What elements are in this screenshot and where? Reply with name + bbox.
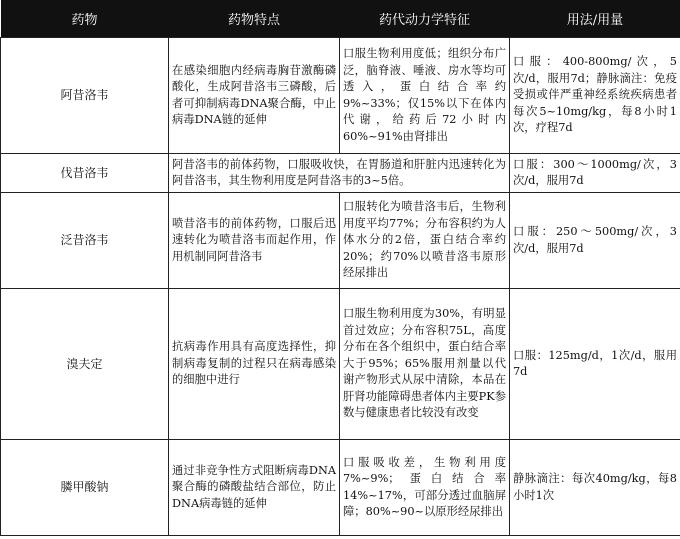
- drug-features: 喷昔洛韦的前体药物，口服后迅速转化为喷昔洛韦而起作用，作用机制同阿昔洛韦: [169, 193, 340, 289]
- drug-features: 在感染细胞内经病毒胸苷激酶磷酸化，生成阿昔洛韦三磷酸，后者可抑制病毒DNA聚合酶，中止病毒DNA链的延伸: [169, 38, 340, 154]
- table-row: [1, 289, 680, 440]
- table-row: [1, 38, 680, 154]
- drug-pk: 口服转化为喷昔洛韦后，生物利用度平均77%；分布容积约为人体水分的2倍，蛋白结合率约20%；约70%以喷昔洛韦原形经尿排出: [340, 193, 510, 289]
- drug-pk: 口服吸收差，生物利用度7%~9%；蛋白结合率14%~17%，可部分透过血脑屏障；80%~90~以原形经尿排出: [340, 440, 510, 536]
- header-row: [1, 0, 680, 38]
- drug-features: 抗病毒作用具有高度选择性，抑制病毒复制的过程只在病毒感染的细胞中进行: [169, 289, 340, 440]
- drug-dosage: 口服：300～1000mg/次，3次/d，服用7d: [510, 154, 680, 193]
- header-features: 药物特点: [169, 0, 340, 38]
- table-header: [1, 0, 680, 38]
- drug-name: 阿昔洛韦: [1, 38, 169, 154]
- drug-name: 伐昔洛韦: [1, 154, 169, 193]
- table-body: [1, 38, 680, 536]
- table-row: [1, 193, 680, 289]
- drug-dosage: 口服：400-800mg/次，5次/d，服用7d；静脉滴注：免疫受损或伴严重神经系统疾病患者每次5~10mg/kg，每8小时1次，疗程7d: [510, 38, 680, 154]
- drug-dosage: 口服：125mg/d，1次/d，服用7d: [510, 289, 680, 440]
- drug-name: 泛昔洛韦: [1, 193, 169, 289]
- header-pk: 药代动力学特征: [340, 0, 510, 38]
- drug-pk: 口服生物利用度低；组织分布广泛，脑脊液、唾液、房水等均可透入，蛋白结合率约9%~33%；仅15%以下在体内代谢，给药后72小时内60%~91%由肾排出: [340, 38, 510, 154]
- table-row: [1, 154, 680, 193]
- drug-dosage: 静脉滴注：每次40mg/kg，每8小时1次: [510, 440, 680, 536]
- drug-pk: 口服生物利用度为30%，有明显首过效应；分布容积75L，高度分布在各个组织中，蛋白结合率大于95%；65%服用剂量以代谢产物形式从尿中清除，本品在肝肾功能障碍患者体内主要PK参数与健康患者比较没有改变: [340, 289, 510, 440]
- drug-features: 阿昔洛韦的前体药物，口服吸收快，在胃肠道和肝脏内迅速转化为阿昔洛韦，其生物利用度是阿昔洛韦的3~5倍。: [169, 154, 510, 193]
- drug-name: 膦甲酸钠: [1, 440, 169, 536]
- drug-features: 通过非竞争性方式阻断病毒DNA聚合酶的磷酸盐结合部位，防止DNA病毒链的延伸: [169, 440, 340, 536]
- table-row: [1, 440, 680, 536]
- header-dosage: 用法/用量: [510, 0, 680, 38]
- header-drug: 药物: [1, 0, 169, 38]
- drug-dosage: 口服：250～500mg/次，3次/d，服用7d: [510, 193, 680, 289]
- drug-name: 溴夫定: [1, 289, 169, 440]
